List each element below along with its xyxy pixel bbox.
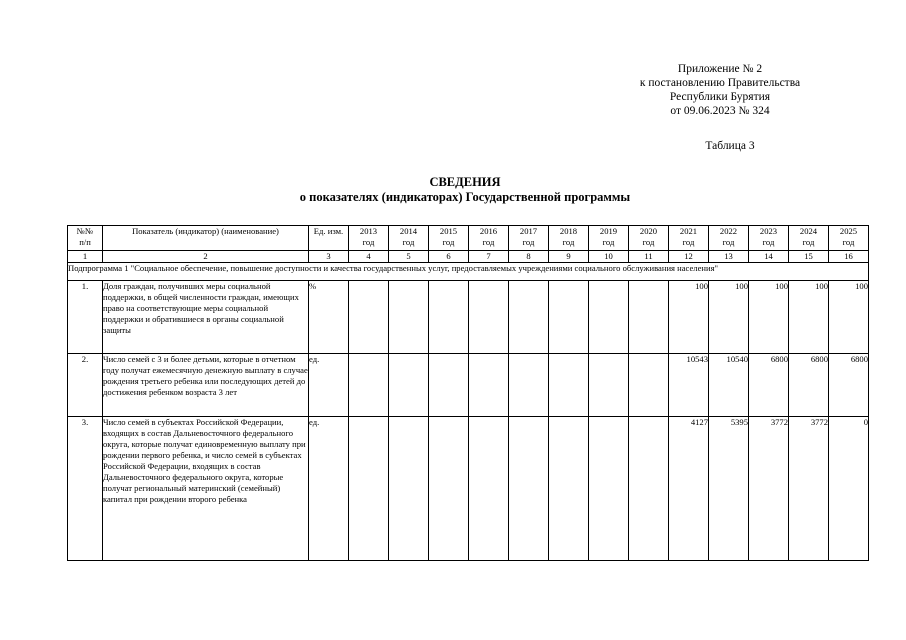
value-cell: [469, 417, 509, 561]
header-year: [629, 226, 669, 251]
value-cell: [509, 417, 549, 561]
header-number-line2: п/п: [79, 237, 91, 247]
value-cell: [589, 281, 629, 354]
value-cell: [629, 417, 669, 561]
column-number: 9: [549, 251, 589, 263]
indicator-name: Доля граждан, получивших меры социальной поддержки, в общей численности граждан, имеющих право на соответствующие меры социальной поддержки и обратившиеся в органы социальной защиты: [103, 281, 309, 354]
year-label: 2016: [479, 226, 498, 236]
heading-subtitle: о показателях (индикаторах) Государственной программы: [299, 190, 631, 204]
value-cell: [429, 281, 469, 354]
value-cell: 100: [829, 281, 869, 354]
unit-cell: ед.: [309, 354, 349, 417]
column-number: 8: [509, 251, 549, 263]
heading-title: СВЕДЕНИЯ: [429, 175, 501, 189]
subprogram-title: Подпрограмма 1 "Социальное обеспечение, повышение доступности и качества государственных услуг, предоставляемых учреждениями социального обслуживания населения": [68, 263, 869, 281]
header-number-line1: №№: [76, 226, 94, 236]
table-row: [68, 417, 869, 561]
value-cell: [349, 417, 389, 561]
header-year: [349, 226, 389, 251]
year-label: 2019: [599, 226, 618, 236]
year-label: 2025: [839, 226, 858, 236]
column-number-row: [68, 251, 869, 263]
value-cell: 100: [709, 281, 749, 354]
value-cell: [389, 281, 429, 354]
appendix-line-4: от 09.06.2023 № 324: [670, 105, 770, 117]
table-row: [68, 354, 869, 417]
year-suffix: год: [842, 237, 855, 247]
header-year: [589, 226, 629, 251]
value-cell: [589, 417, 629, 561]
value-cell: [389, 417, 429, 561]
value-cell: 10540: [709, 354, 749, 417]
value-cell: [629, 281, 669, 354]
header-year: [749, 226, 789, 251]
value-cell: [469, 354, 509, 417]
header-year: [829, 226, 869, 251]
table-row: [68, 281, 869, 354]
header-year: [709, 226, 749, 251]
column-number: 14: [749, 251, 789, 263]
value-cell: [469, 281, 509, 354]
year-label: 2014: [399, 226, 418, 236]
value-cell: [349, 281, 389, 354]
unit-cell: ед.: [309, 417, 349, 561]
year-suffix: год: [402, 237, 415, 247]
appendix-line-3: Республики Бурятия: [669, 91, 771, 103]
value-cell: 100: [749, 281, 789, 354]
header-year: [789, 226, 829, 251]
header-year: [429, 226, 469, 251]
value-cell: 6800: [829, 354, 869, 417]
column-number: 15: [789, 251, 829, 263]
value-cell: 3772: [789, 417, 829, 561]
year-label: 2021: [679, 226, 698, 236]
year-label: 2015: [439, 226, 458, 236]
year-label: 2013: [359, 226, 378, 236]
year-label: 2024: [799, 226, 818, 236]
value-cell: 6800: [749, 354, 789, 417]
value-cell: 10543: [669, 354, 709, 417]
year-label: 2023: [759, 226, 778, 236]
header-year: [549, 226, 589, 251]
indicator-name: Число семей в субъектах Российской Федерации, входящих в состав Дальневосточного федерального округа, которые получат единовременную выплату при рождении первого ребенка, и число семей в субъектах Российской Федерации, входящих в состав Дальневосточного федерального округа, которые получат региональный материнский (семейный) капитал при рождении второго ребенка: [103, 417, 309, 561]
column-number: 12: [669, 251, 709, 263]
value-cell: 100: [789, 281, 829, 354]
value-cell: [429, 417, 469, 561]
column-number: 3: [309, 251, 349, 263]
value-cell: [549, 354, 589, 417]
document-heading: [160, 175, 770, 205]
column-number: 6: [429, 251, 469, 263]
value-cell: 0: [829, 417, 869, 561]
value-cell: 6800: [789, 354, 829, 417]
value-cell: 3772: [749, 417, 789, 561]
table-label: Таблица 3: [705, 140, 755, 152]
subprogram-row: [68, 263, 869, 281]
year-suffix: год: [762, 237, 775, 247]
header-year: [389, 226, 429, 251]
header-year: [509, 226, 549, 251]
row-number: 1.: [68, 281, 103, 354]
value-cell: [549, 417, 589, 561]
column-number: 5: [389, 251, 429, 263]
appendix-line-2: к постановлению Правительства: [639, 77, 801, 89]
value-cell: 4127: [669, 417, 709, 561]
year-label: 2017: [519, 226, 538, 236]
column-number: 16: [829, 251, 869, 263]
year-label: 2022: [719, 226, 738, 236]
year-suffix: год: [482, 237, 495, 247]
year-suffix: год: [642, 237, 655, 247]
row-number: 2.: [68, 354, 103, 417]
column-number: 2: [103, 251, 309, 263]
year-suffix: год: [722, 237, 735, 247]
year-suffix: год: [562, 237, 575, 247]
column-number: 13: [709, 251, 749, 263]
year-suffix: год: [682, 237, 695, 247]
value-cell: [349, 354, 389, 417]
year-suffix: год: [362, 237, 375, 247]
value-cell: [549, 281, 589, 354]
table-header-row: [68, 226, 869, 251]
indicator-name: Число семей с 3 и более детьми, которые в отчетном году получат ежемесячную денежную выплату в случае рождения третьего ребенка или последующих детей до достижения ребенком возраста 3 лет: [103, 354, 309, 417]
column-number: 1: [68, 251, 103, 263]
header-year: [669, 226, 709, 251]
value-cell: 5395: [709, 417, 749, 561]
header-indicator: Показатель (индикатор) (наименование): [103, 226, 309, 251]
year-label: 2018: [559, 226, 578, 236]
year-label: 2020: [639, 226, 658, 236]
value-cell: [429, 354, 469, 417]
year-suffix: год: [442, 237, 455, 247]
year-suffix: год: [602, 237, 615, 247]
value-cell: [589, 354, 629, 417]
value-cell: [629, 354, 669, 417]
appendix-line-1: Приложение № 2: [677, 63, 763, 75]
column-number: 4: [349, 251, 389, 263]
header-year: [469, 226, 509, 251]
value-cell: 100: [669, 281, 709, 354]
header-number: [68, 226, 103, 251]
year-suffix: год: [522, 237, 535, 247]
year-suffix: год: [802, 237, 815, 247]
column-number: 7: [469, 251, 509, 263]
appendix-reference: [620, 62, 820, 118]
row-number: 3.: [68, 417, 103, 561]
column-number: 10: [589, 251, 629, 263]
column-number: 11: [629, 251, 669, 263]
value-cell: [389, 354, 429, 417]
value-cell: [509, 354, 549, 417]
header-unit: Ед. изм.: [309, 226, 349, 251]
indicators-table: [67, 225, 869, 561]
unit-cell: %: [309, 281, 349, 354]
value-cell: [509, 281, 549, 354]
